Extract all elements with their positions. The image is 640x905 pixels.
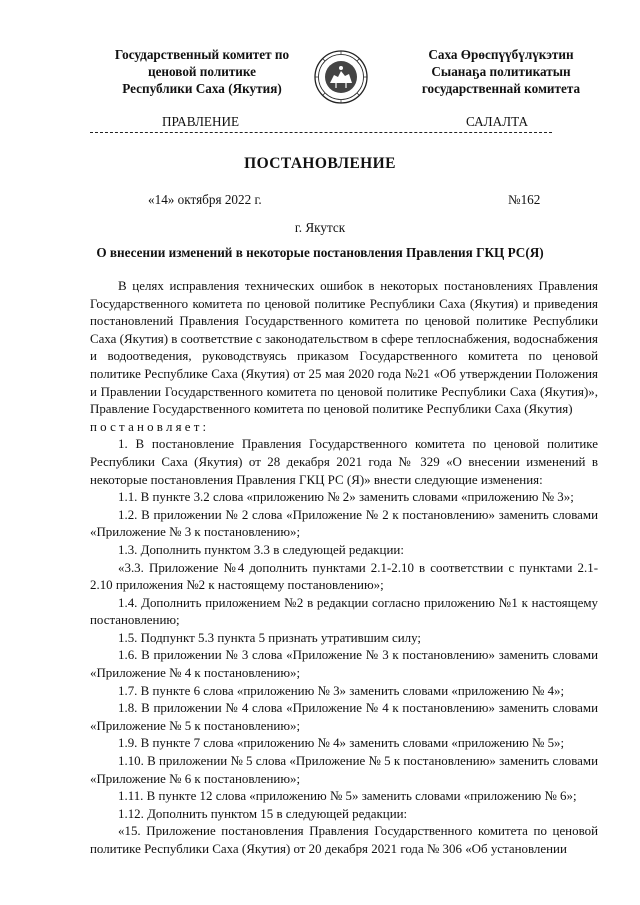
board-label-russian: ПРАВЛЕНИЕ [162, 114, 240, 129]
header-left-block [97, 46, 307, 97]
body-paragraph: 1.1. В пункте 3.2 слова «приложению № 2» заменить словами «приложению № 3»; [118, 489, 574, 505]
board-label-yakut: САЛАЛТА [466, 114, 528, 129]
body-paragraph: 1.5. Подпункт 5.3 пункта 5 признать утратившим силу; [118, 629, 422, 645]
body-paragraph: 1.6. В приложении № 3 слова «Приложение № 3 к постановлению» заменить словами «Приложение № 4 к постановлению»; [90, 647, 598, 681]
header-right-line: государственнай комитета [421, 81, 581, 96]
body-paragraph: 1.11. В пункте 12 слова «приложению № 5» заменить словами «приложению № 6»; [118, 788, 577, 804]
body-paragraph: 1.10. В приложении № 5 слова «Приложение № 5 к постановлению» заменить словами «Приложение № 6 к постановлению»; [90, 753, 598, 786]
document-date: «14» октября 2022 г. [148, 192, 262, 207]
header-right-line: Сыанаҕа политикатын [431, 64, 571, 79]
header-right-block [396, 46, 606, 97]
header-right-line: Саха Өрөспүүбүлүкэтин [428, 47, 574, 62]
header-left-line: ценовой политике [147, 64, 257, 79]
document-subject: О внесении изменений в некоторые постановления Правления ГКЦ РС(Я) [96, 245, 544, 260]
header-left-line: Государственный комитет по [114, 47, 290, 62]
header-left-line: Республики Саха (Якутия) [122, 81, 282, 96]
document-number: №162 [508, 192, 541, 207]
header-divider [90, 132, 552, 133]
body-paragraph: «15. Приложение постановления Правления Государственного комитета по ценовой политике Республики Саха (Якутия) от 20 декабря 2021 года № 306 «Об установлении [90, 823, 598, 856]
body-paragraph: 1. В постановление Правления Государственного комитета по ценовой политике Республики Саха (Якутия) от 28 декабря 2021 года № 329 «О внесении изменений в некоторые постановления Правления ГКЦ РС (Я)» внести следующие изменения: [90, 436, 598, 487]
body-paragraph: 1.9. В пункте 7 слова «приложению № 4» заменить словами «приложению № 5»; [118, 735, 565, 751]
body-paragraph: 1.3. Дополнить пунктом 3.3 в следующей редакции: [118, 541, 404, 557]
yakutia-coat-of-arms-icon [314, 50, 368, 104]
body-paragraph: 1.12. Дополнить пунктом 15 в следующей редакции: [118, 805, 408, 821]
document-title: ПОСТАНОВЛЕНИЕ [244, 155, 396, 172]
body-paragraph: 1.8. В приложении № 4 слова «Приложение № 4 к постановлению» заменить словами «Приложение № 5 к постановлению»; [90, 700, 598, 733]
document-city: г. Якутск [294, 220, 346, 235]
body-paragraph: «3.3. Приложение №4 дополнить пунктами 2.1-2.10 в соответствии с пунктами 2.1-2.10 приложения №2 к настоящему постановлению»; [90, 559, 598, 593]
body-paragraph: 1.4. Дополнить приложением №2 в редакции согласно приложению №1 к настоящему постановлению; [90, 594, 598, 628]
document-body [90, 277, 598, 858]
body-preamble: В целях исправления технических ошибок в некоторых постановлениях Правления Государственного комитета по ценовой политике Республики Саха (Якутия) и приведения постановлений Правления Государственного комитета по ценовой политике Республики Саха (Якутия) в соответствие с законодательством в сфере теплоснабжения, водоснабжения и водоотведения, руководствуясь приказом Государственного комитета по ценовой политике Республике Саха (Якутия) от 25 мая 2020 года №21 «Об утверждении Положения и Правлении Государственного комитета по ценовой политике Республики Саха (Якутия)», Правление Государственного комитета по ценовой политике Республики Саха (Якутия) [90, 278, 598, 417]
body-resolves [90, 418, 598, 436]
body-paragraph: 1.7. В пункте 6 слова «приложению № 3» заменить словами «приложению № 4»; [118, 682, 565, 698]
resolves-word: постановляет: [90, 418, 210, 434]
body-paragraph: 1.2. В приложении № 2 слова «Приложение № 2 к постановлению» заменить словами «Приложение № 3 к постановлению»; [90, 506, 598, 540]
